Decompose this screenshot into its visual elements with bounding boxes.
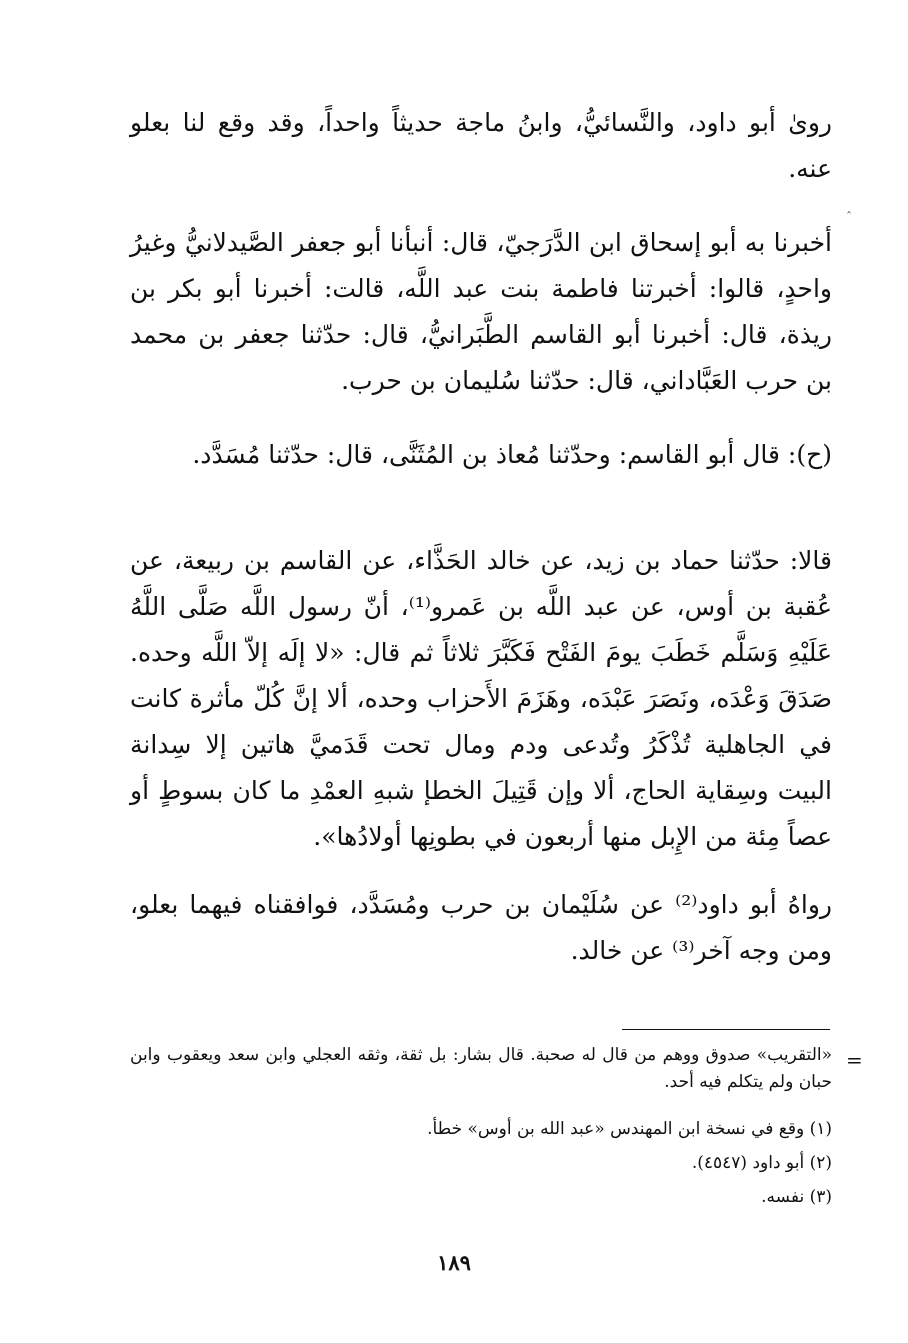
paragraph-hadith: قالا: حدّثنا حماد بن زيد، عن خالد الحَذَّاء، عن القاسم بن ربيعة، عن عُقبة بن أوس، عن عبد اللَّه بن عَمرو⁽¹⁾، أنّ رسول اللَّه صَلَّى اللَّهُ عَلَيْهِ وَسَلَّم خَطَبَ يومَ الفَتْح فَكَبَّرَ ثلاثاً ثم قال: «لا إلَه إلاّ اللَّه وحده. صَدَقَ وَعْدَه، ونَصَرَ عَبْدَه، وهَزَمَ الأَحزاب وحده، ألا إنَّ كُلّ مأثرة كانت في الجاهلية تُذْكَرُ وتُدعى ودم ومال تحت قَدَميَّ هاتين إلا سِدانة البيت وسِقاية الحاج، ألا وإن قَتِيلَ الخطإ شبهِ العمْدِ ما كان بسوطٍ أو عصاً مِئة من الإِبل منها أربعون في بطونِها أولادُها». xyxy=(130,546,832,851)
footnote-separator xyxy=(622,1029,830,1030)
paragraph-isnad: أخبرنا به أبو إسحاق ابن الدَّرَجيّ، قال: أنبأنا أبو جعفر الصَّيدلانيُّ وغيرُ واحدٍ، قالوا: أخبرتنا فاطمة بنت عبد اللَّه، قالت: أخبرنا أبو بكر بن ريذة، قال: أخبرنا أبو القاسم الطَّبَرانيُّ، قال: حدّثنا جعفر بن محمد بن حرب العَبَّاداني، قال: حدّثنا سُليمان بن حرب. xyxy=(130,228,832,395)
paragraph-intro: رویٰ أبو داود، والنَّسائيُّ، وابنُ ماجة حديثاً واحداً، وقد وقع لنا بعلو عنه. xyxy=(130,108,832,183)
footnote-3: (٣) نفسه. xyxy=(761,1187,832,1207)
page-number: ١٨٩ xyxy=(437,1250,471,1275)
paragraph-ha: (ح): قال أبو القاسم: وحدّثنا مُعاذ بن المُثَنَّى، قال: حدّثنا مُسَدَّد. xyxy=(192,440,832,469)
margin-mark: ˆ xyxy=(846,210,852,224)
footnote-2: (٢) أبو داود (٤٥٤٧). xyxy=(691,1153,832,1173)
paragraph-riwaya: رواهُ أبو داود⁽²⁾ عن سُلَيْمان بن حرب ومُسَدَّد، فوافقناه فيهما بعلو، ومن وجه آخر⁽³⁾ عن خالد. xyxy=(130,890,832,965)
footnote-continuation: «التقريب» صدوق ووهم من قال له صحبة. قال بشار: بل ثقة، وثقه العجلي وابن سعد ويعقوب وابن حبان ولم يتكلم فيه أحد. xyxy=(130,1045,832,1092)
footnote-continuation-mark: = xyxy=(846,1048,863,1072)
footnote-1: (١) وقع في نسخة ابن المهندس «عبد الله بن أوس» خطأ. xyxy=(427,1119,832,1139)
